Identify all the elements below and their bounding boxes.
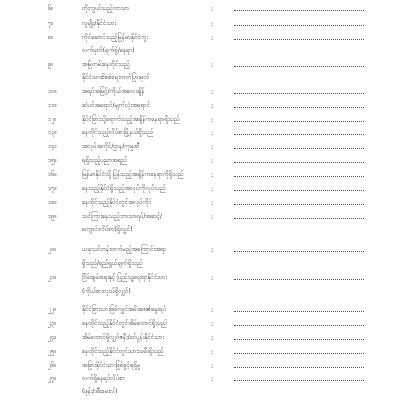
answer-line[interactable]	[234, 176, 364, 177]
row-label: နေထိုင်သည့်နိုင်ငံတွင်သားသမီးရှိသည်	[82, 348, 164, 355]
row-label: ကိုင်ဆောင်သည့်မြန်မာနိုင်ငံကူး	[82, 34, 149, 41]
answer-line[interactable]	[234, 279, 364, 280]
answer-line[interactable]	[234, 190, 364, 191]
row-number: ၁၄။	[48, 143, 57, 150]
row-number: ၁၆။	[48, 171, 57, 178]
row-label: နေသည့်နိုင်ငံရှိသည့်အလုပ်ကိုလုပ်သည်	[82, 185, 166, 192]
answer-line[interactable]	[234, 10, 364, 11]
form-row-19-cont	[0, 224, 400, 236]
form-row-18	[0, 197, 400, 209]
form-row-14	[0, 141, 400, 153]
row-number: ၉။	[48, 61, 54, 68]
form-row-20-cont	[0, 258, 400, 270]
form-row-12	[0, 114, 400, 126]
row-label: နေထိုင်သည့်လိပ်စာမြို့နယ်ရှိသည်	[82, 129, 154, 136]
row-label-continued: (ကိုယ်စားလှယ်ရှိလျှင်)	[82, 288, 131, 295]
answer-line[interactable]	[234, 251, 364, 252]
row-label: ဆံပင်အရောင်/မျက်လုံးအရောင်	[82, 102, 150, 109]
row-number: ၈။	[48, 34, 54, 41]
form-row-11	[0, 100, 400, 112]
row-label: လူမျိုး/နိုင်ငံသား	[82, 20, 116, 27]
row-colon: :	[211, 5, 214, 13]
answer-line[interactable]	[234, 339, 364, 340]
form-row-27	[0, 373, 400, 385]
form-row-7	[0, 18, 400, 30]
row-number: ၂၅။	[48, 348, 57, 355]
row-label: မြန်မာနိုင်ငံသို့ပြန်သည့်အချိန်ကနေရာကိုရှိသည်	[82, 171, 184, 178]
form-row-9	[0, 59, 400, 71]
row-colon: :	[211, 334, 214, 342]
row-label-continued: လက်မှတ်(ရက်စွဲ/နေရာ)	[82, 47, 135, 54]
row-number: ၂၂။	[48, 306, 56, 313]
row-colon: :	[211, 274, 214, 282]
row-label: လက်ရှိနေရပ်လိပ်စာ	[82, 375, 126, 382]
row-colon: :	[211, 348, 214, 356]
row-number: ၁၁။	[48, 102, 57, 109]
answer-line[interactable]	[234, 39, 364, 40]
row-colon: :	[211, 171, 214, 179]
form-row-6	[0, 3, 400, 15]
row-label: ယခုသင်တန်းတက်မည့်အကြောင်းအရာ	[82, 246, 167, 253]
row-number: ၂၃။	[48, 320, 57, 327]
row-number: ၁၃။	[48, 129, 57, 136]
form-row-10	[0, 86, 400, 98]
row-colon: :	[211, 213, 214, 221]
row-colon: :	[211, 246, 214, 254]
answer-line[interactable]	[234, 367, 364, 368]
form-row-25	[0, 346, 400, 358]
row-number: ၁၈။	[48, 199, 57, 206]
row-number: ၂၄။	[48, 334, 57, 341]
form-row-16	[0, 169, 400, 181]
row-number: ၂၁။	[48, 274, 57, 281]
row-number: ၂၀။	[48, 246, 57, 253]
answer-line[interactable]	[234, 148, 364, 149]
row-label: ကိုးကွယ်သည့်ဘာသာ	[82, 5, 130, 12]
row-colon: :	[211, 185, 214, 193]
row-label-continued: ရှိသည်/ရည်ရွယ်ချက်ရှိသည်	[82, 260, 143, 267]
answer-line[interactable]	[234, 107, 364, 108]
answer-line[interactable]	[234, 162, 364, 163]
row-label: အမြဲတမ်းနေထိုင်သည့်	[82, 61, 130, 68]
form-row-24	[0, 332, 400, 344]
row-label: ငြိမ်းချမ်းရေးနှင့် ပြည်သူ့ရေးရာနိုင်ငံသား	[82, 274, 167, 281]
form-row-9-cont	[0, 72, 400, 84]
row-label: သင်ကြားနေသည့်ဘာသာရပ်/အဆင့်/	[82, 213, 163, 220]
row-colon: :	[211, 320, 214, 328]
row-colon: :	[211, 102, 214, 110]
row-colon: :	[211, 157, 214, 165]
row-number: ၁၀။	[48, 88, 57, 95]
row-colon: :	[211, 116, 214, 124]
row-label: အရပ်အမြင့်/ကိုယ်အလေးချိန်	[82, 88, 145, 95]
form-row-13	[0, 127, 400, 139]
row-colon: :	[211, 61, 214, 69]
form-row-21-cont	[0, 286, 400, 298]
form-row-20	[0, 244, 400, 256]
row-number: ၆။	[48, 5, 54, 12]
row-number: ၁၂။	[48, 116, 57, 123]
form-row-26	[0, 360, 400, 372]
row-number: ၁၅။	[48, 157, 57, 164]
row-label: နိုင်ငံခြားသို့ရောက်သည့်အချိန်ကနေရာ၊ရှိသည်	[82, 116, 180, 123]
form-row-19	[0, 211, 400, 223]
row-number: ၇။	[48, 20, 54, 27]
answer-line[interactable]	[234, 25, 364, 26]
form-row-21	[0, 272, 400, 284]
row-number: ၂၆။	[48, 362, 57, 369]
form-row-22	[0, 304, 400, 316]
answer-line[interactable]	[234, 93, 364, 94]
row-label: နိုင်ငံခြားသားဖြစ်လျှင်အမိအဖ၏မွေးရပ်	[82, 306, 167, 313]
answer-line[interactable]	[234, 380, 364, 381]
row-colon: :	[211, 375, 214, 383]
form-row-23	[0, 318, 400, 330]
row-label: အခြားနိုင်ငံသားဖြစ်ခွင့်ရရှိမှု	[82, 362, 141, 369]
row-colon: :	[211, 129, 214, 137]
row-colon: :	[211, 143, 214, 151]
row-colon: :	[211, 20, 214, 28]
row-number: ၁၇။	[48, 185, 57, 192]
answer-line[interactable]	[234, 218, 364, 219]
row-colon: :	[211, 88, 214, 96]
row-label-continued: ကျောင်းလိပ်စာ(ရှိလျှင်)	[82, 226, 133, 233]
row-label: နေထိုင်သည့်နိုင်ငံတွင်အိမ်ထောင်ရှိသည်	[82, 320, 167, 327]
row-number: ၂၇။	[48, 375, 57, 382]
row-label-continued: နိုင်ငံသားစိစစ်ရေးကတ်ပြားမှတ်	[82, 74, 150, 81]
form-row-8-cont	[0, 45, 400, 57]
row-colon: :	[211, 199, 214, 207]
row-label-continued: (ဖုန်း/အီးမေးလ်)	[82, 388, 118, 395]
row-label: ရရှိသည့်ပညာအရည်	[82, 157, 127, 164]
form-row-8	[0, 32, 400, 44]
answer-line[interactable]	[234, 325, 364, 326]
row-colon: :	[211, 306, 214, 314]
row-colon: :	[211, 34, 214, 42]
form-row-17	[0, 183, 400, 195]
answer-line[interactable]	[234, 204, 364, 205]
row-label: နေထိုင်သည့်နိုင်ငံတွင်အလုပ်ကိုင်	[82, 199, 152, 206]
form-row-15	[0, 155, 400, 167]
answer-line[interactable]	[234, 66, 364, 67]
row-number: ၁၉။	[48, 213, 57, 220]
answer-line[interactable]	[234, 134, 364, 135]
row-label: အလုပ်အကိုင်/ဌာန/ကုမ္ပဏီ	[82, 143, 140, 150]
answer-line[interactable]	[234, 353, 364, 354]
answer-line[interactable]	[234, 121, 364, 122]
form-row-27-cont	[0, 386, 400, 398]
row-label: အိမ်ထောင်ရှိလျှင်ဇနီး/ခင်ပွန်းနိုင်ငံသား	[82, 334, 164, 341]
answer-line[interactable]	[234, 311, 364, 312]
row-colon: :	[211, 362, 214, 370]
